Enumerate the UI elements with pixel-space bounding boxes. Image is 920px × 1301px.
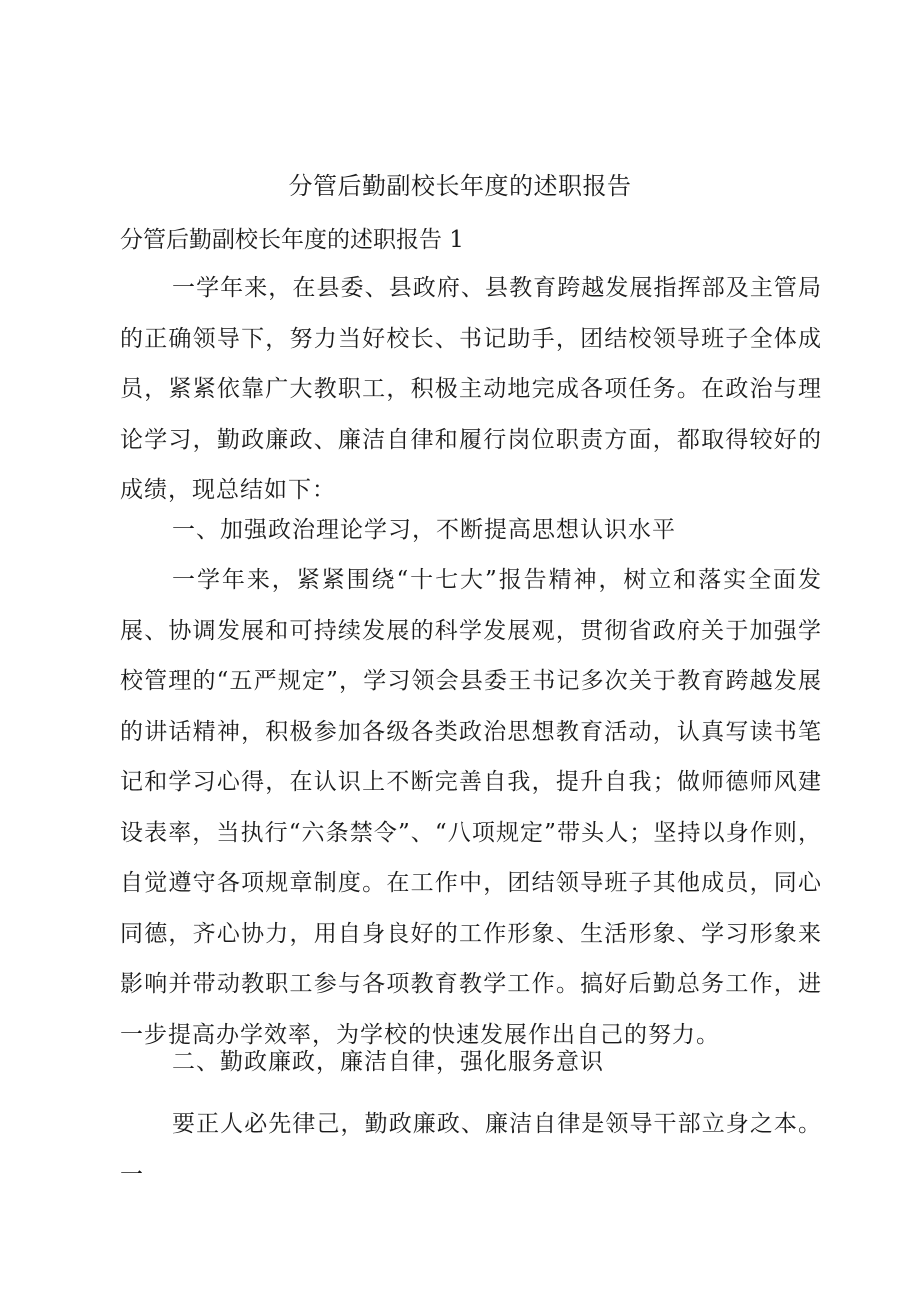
document-title: 分管后勤副校长年度的述职报告 [288,172,632,200]
intro-paragraph: 一学年来，在县委、县政府、县教育跨越发展指挥部及主管局的正确领导下，努力当好校长、书记助手，团结校领导班子全体成员，紧紧依靠广大教职工，积极主动地完成各项任务。在政治与理论学习，勤政廉政、廉洁自律和履行岗位职责方面，都取得较好的成绩，现总结如下： [120,275,822,503]
section-heading-1: 一、加强政治理论学习，不断提高思想认识水平 [172,517,676,543]
section-2-paragraph: 要正人必先律己，勤政廉政、廉洁自律是领导干部立身之本。一 [120,1111,822,1188]
section-1-paragraph: 一学年来，紧紧围绕“十七大”报告精神，树立和落实全面发展、协调发展和可持续发展的科学发展观，贯彻省政府关于加强学校管理的“五严规定”，学习领会县委王书记多次关于教育跨越发展的讲话精神，积极参加各级各类政治思想教育活动，认真写读书笔记和学习心得，在认识上不断完善自我，提升自我；做师德师风建设表率，当执行“六条禁令”、“八项规定”带头人；坚持以身作则，自觉遵守各项规章制度。在工作中，团结领导班子其他成员，同心同德，齐心协力，用自身良好的工作形象、生活形象、学习形象来影响并带动教职工参与各项教育教学工作。搞好后勤总务工作，进一步提高办学效率，为学校的快速发展作出自己的努力。 [120,567,822,1048]
section-heading-2: 二、勤政廉政，廉洁自律，强化服务意识 [172,1049,604,1075]
document-subtitle: 分管后勤副校长年度的述职报告 1 [120,227,464,253]
